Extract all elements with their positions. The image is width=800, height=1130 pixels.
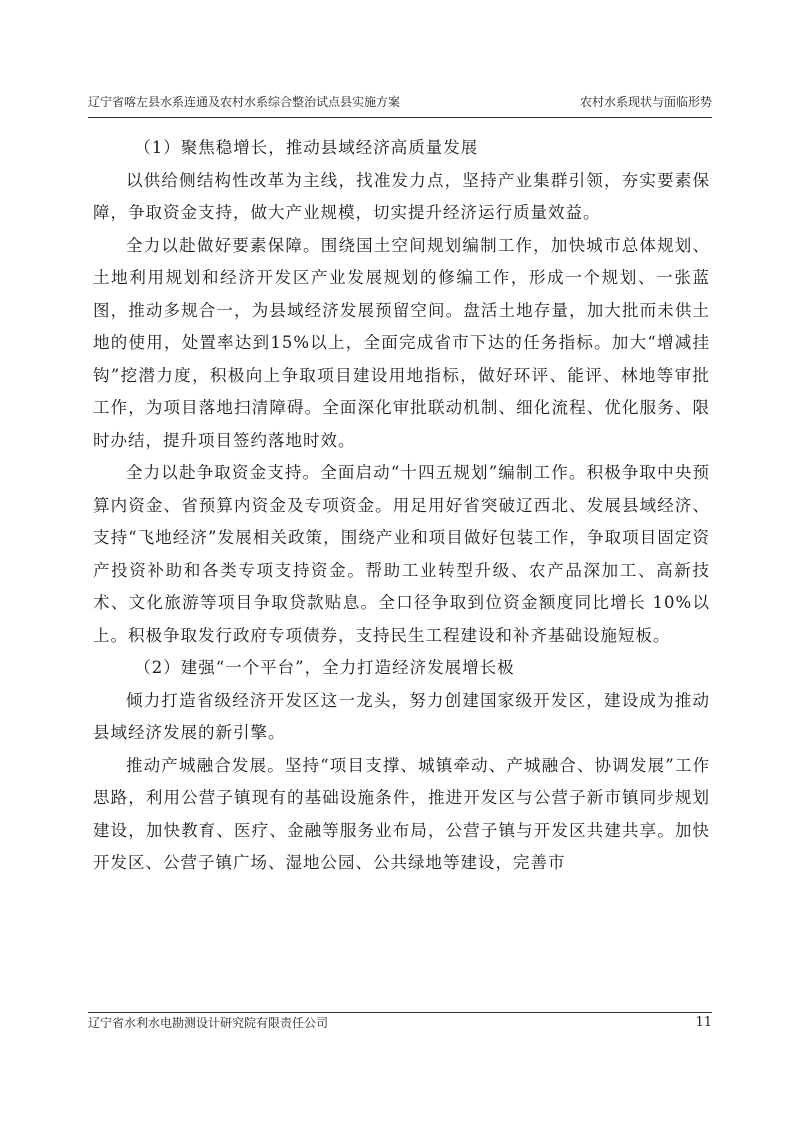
document-title: 辽宁省喀左县水系连通及农村水系综合整治试点县实施方案	[88, 95, 401, 109]
header-divider	[88, 117, 712, 118]
footer-divider	[88, 1012, 712, 1013]
organization-name: 辽宁省水利水电勘测设计研究院有限责任公司	[88, 1016, 329, 1030]
page-footer	[88, 1014, 712, 1034]
section-title: 农村水系现状与面临形势	[579, 95, 712, 109]
page-header	[88, 94, 712, 116]
paragraph: 以供给侧结构性改革为主线，找准发力点，坚持产业集群引领，夯实要素保障，争取资金支持，做大产业规模，切实提升经济运行质量效益。	[93, 170, 710, 222]
page-number: 11	[695, 1015, 712, 1030]
paragraph: 推动产城融合发展。坚持“项目支撑、城镇牵动、产城融合、协调发展”工作思路，利用公营子镇现有的基础设施条件，推进开发区与公营子新市镇同步规划建设，加快教育、医疗、金融等服务业布局，公营子镇与开发区共建共享。加快开发区、公营子镇广场、湿地公园、公共绿地等建设，完善市	[93, 755, 710, 872]
section-heading-1: （1）聚焦稳增长，推动县域经济高质量发展	[134, 138, 479, 157]
paragraph: 全力以赴做好要素保障。围绕国土空间规划编制工作，加快城市总体规划、土地利用规划和经济开发区产业发展规划的修编工作，形成一个规划、一张蓝图，推动多规合一，为县域经济发展预留空间。盘活土地存量，加大批而未供土地的使用，处置率达到15%以上，全面完成省市下达的任务指标。加大“增减挂钩”挖潜力度，积极向上争取项目建设用地指标，做好环评、能评、林地等审批工作，为项目落地扫清障碍。全面深化审批联动机制、细化流程、优化服务、限时办结，提升项目签约落地时效。	[93, 235, 710, 450]
section-heading-2: （2）建强“一个平台”，全力打造经济发展增长极	[134, 658, 515, 677]
paragraph: 全力以赴争取资金支持。全面启动“十四五规划”编制工作。积极争取中央预算内资金、省预算内资金及专项资金。用足用好省突破辽西北、发展县域经济、支持“飞地经济”发展相关政策，围绕产业和项目做好包装工作，争取项目固定资产投资补助和各类专项支持资金。帮助工业转型升级、农产品深加工、高新技术、文化旅游等项目争取贷款贴息。全口径争取到位资金额度同比增长 10%以上。积极争取发行政府专项债券，支持民生工程建设和补齐基础设施短板。	[93, 463, 710, 645]
paragraph: 倾力打造省级经济开发区这一龙头，努力创建国家级开发区，建设成为推动县域经济发展的新引擎。	[93, 690, 710, 742]
body-text	[93, 132, 710, 880]
